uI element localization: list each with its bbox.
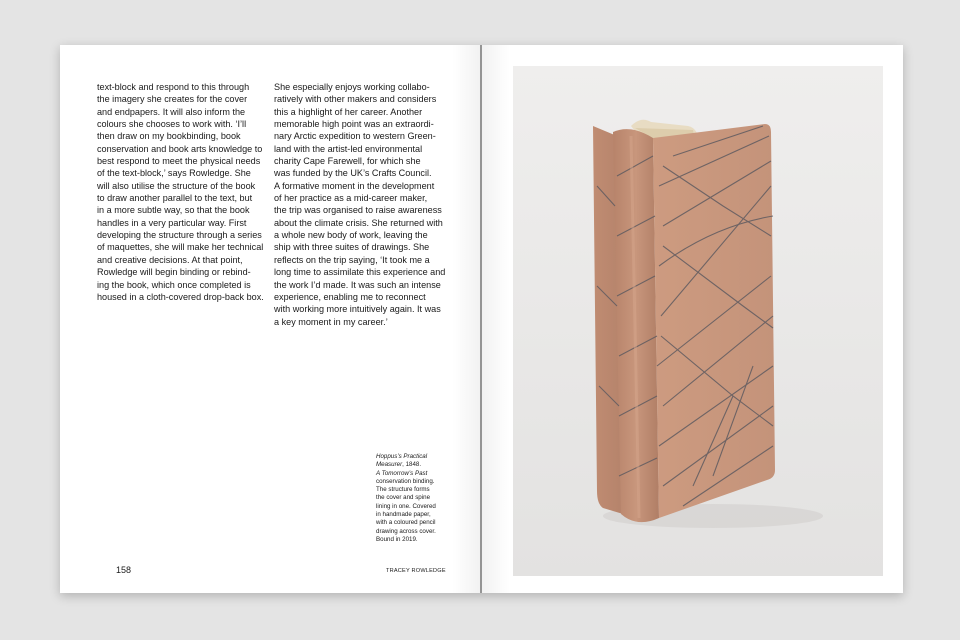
body-text-line: and endpapers. It will also inform the	[97, 106, 246, 117]
caption-line: Bound in 2019.	[376, 535, 418, 543]
body-text-line: reflects on the trip saying, ‘It took me a	[274, 254, 430, 265]
book-photo	[513, 66, 883, 576]
body-text-line: will also utilise the structure of the book	[97, 180, 256, 191]
body-text-line: the trip was organised to raise awareness	[274, 205, 442, 216]
caption-binding-name: A Tomorrow’s Past	[376, 469, 428, 477]
body-text-line: the imagery she creates for the cover	[97, 94, 248, 105]
body-text-line: this a highlight of her career. Another	[274, 106, 423, 117]
body-text-line: charity Cape Farewell, for which she	[274, 156, 421, 167]
body-text-line: in a more subtle way, so that the book	[97, 205, 250, 216]
body-text-line: best respond to meet the physical needs	[97, 156, 261, 167]
body-text-line: ratively with other makers and considers	[274, 94, 437, 105]
caption-line: lining in one. Covered	[376, 502, 436, 510]
body-text-line: the work I’d made. It was such an intense	[274, 279, 441, 290]
right-page	[481, 45, 903, 593]
body-text-line: land with the artist-led environmental	[274, 143, 423, 154]
body-text-line: nary Arctic expedition to western Green-	[274, 131, 436, 142]
caption-line: in handmade paper,	[376, 511, 431, 519]
body-text-line: to draw another parallel to the text, but	[97, 193, 253, 204]
left-page	[60, 45, 481, 593]
body-text-line: a whole new body of work, leaving the	[274, 230, 428, 241]
body-text-line: of her practice as a mid-career maker,	[274, 193, 428, 204]
caption-line: with a coloured pencil	[376, 519, 436, 527]
body-text-line: was funded by the UK’s Crafts Council.	[274, 168, 432, 179]
page-number: 158	[116, 565, 132, 575]
body-text-line: of maquettes, she will make her technical	[97, 242, 264, 253]
body-text-line: long time to assimilate this experience and	[274, 267, 446, 278]
caption-line: drawing across cover.	[376, 527, 436, 535]
body-text-line: A formative moment in the development	[274, 180, 435, 191]
text-column-2	[274, 81, 446, 328]
caption-date: , 1848.	[402, 461, 422, 469]
caption-title-cont: Measurer	[376, 461, 403, 469]
body-text-line: of the text-block,’ says Rowledge. She	[97, 168, 251, 179]
body-text-line: then draw on my bookbinding, book	[97, 131, 241, 142]
body-text-line: She especially enjoys working collabo-	[274, 82, 430, 92]
gutter-shadow-right	[482, 45, 510, 593]
body-text-line: text-block and respond to this through	[97, 82, 250, 92]
body-text-line: a key moment in my career.’	[274, 316, 388, 327]
caption-line: the cover and spine	[376, 494, 431, 502]
caption-line: The structure forms	[376, 486, 430, 494]
body-text-line: colours she chooses to work with. ‘I’ll	[97, 119, 247, 130]
body-text-line: and creative decisions. At that point,	[97, 254, 243, 265]
body-text-line: memorable high point was an extraordi-	[274, 119, 434, 130]
standing-book-photo-icon	[513, 66, 883, 576]
body-text-line: developing the structure through a series	[97, 230, 262, 241]
running-head: TRACEY ROWLEDGE	[386, 568, 446, 574]
caption-line: conservation binding.	[376, 477, 435, 485]
body-text-line: Rowledge will begin binding or rebind-	[97, 267, 251, 278]
text-column-1	[97, 81, 267, 303]
body-text-line: ing the book, which once completed is	[97, 279, 251, 290]
body-text-line: about the climate crisis. She returned with	[274, 217, 443, 228]
caption-title: Hoppus’s Practical	[376, 453, 428, 460]
body-text-line: with working more intuitively again. It was	[274, 304, 441, 315]
body-text-line: experience, enabling me to reconnect	[274, 291, 426, 302]
spread-gutter	[480, 45, 482, 593]
body-text-line: housed in a cloth-covered drop-back box.	[97, 291, 264, 302]
gutter-shadow-left	[452, 45, 480, 593]
body-text-line: handles in a very particular way. First	[97, 217, 247, 228]
body-text-line: conservation and book arts knowledge to	[97, 143, 263, 154]
body-text-line: ship with three suites of drawings. She	[274, 242, 430, 253]
book-spread	[60, 45, 903, 593]
